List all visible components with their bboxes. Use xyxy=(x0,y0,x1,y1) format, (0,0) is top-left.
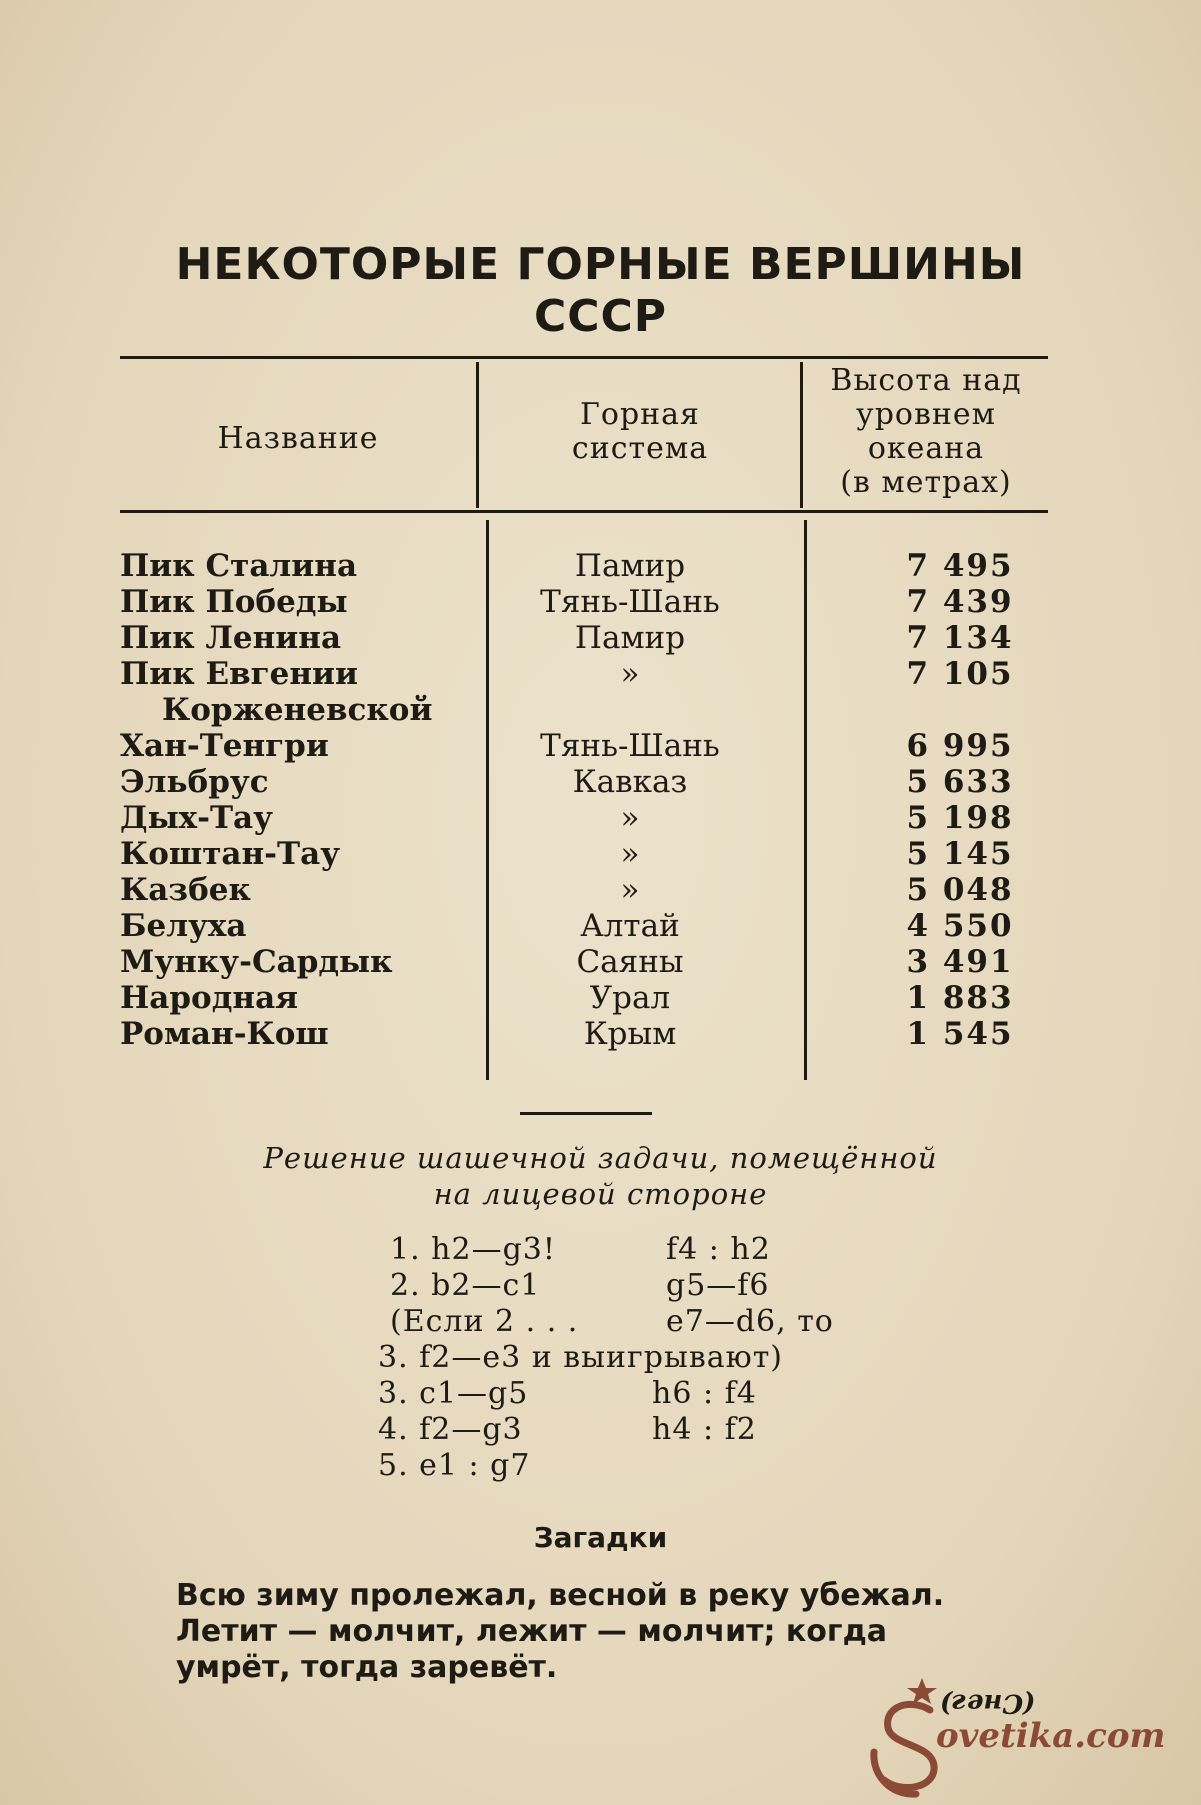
header-system xyxy=(480,398,800,466)
header-height-line-4: (в метрах) xyxy=(840,465,1012,500)
move-left: 3. c1—g5 xyxy=(378,1376,529,1411)
peak-height: 5 145 xyxy=(906,836,1014,872)
page-title-line-1: НЕКОТОРЫЕ ГОРНЫЕ ВЕРШИНЫ xyxy=(175,239,1026,290)
peak-height: 5 048 xyxy=(906,872,1014,908)
page-title-line-2: СССР xyxy=(533,291,668,342)
move-right: g5—f6 xyxy=(666,1268,770,1303)
mountain-system: Крым xyxy=(583,1016,677,1052)
peak-name: Хан-Тенгри xyxy=(120,728,329,764)
table-row xyxy=(120,764,1020,800)
mountain-system: » xyxy=(620,836,640,872)
move-right: e7—d6, то xyxy=(666,1304,834,1339)
peak-name: Пик Сталина xyxy=(120,548,358,584)
header-name-text: Название xyxy=(217,421,379,456)
table-row xyxy=(120,656,1020,692)
mountain-system: Памир xyxy=(574,548,686,584)
peak-name: Эльбрус xyxy=(120,764,269,800)
header-height-line-1: Высота над xyxy=(830,363,1022,398)
watermark-text: ovetika.com xyxy=(936,1716,1166,1756)
table-divider-1-header xyxy=(476,362,479,508)
peak-name: Пик Ленина xyxy=(120,620,342,656)
table-row xyxy=(120,584,1020,620)
move-right: h6 : f4 xyxy=(652,1376,757,1411)
peak-name: Пик Победы xyxy=(120,584,348,620)
table-row xyxy=(120,980,1020,1016)
header-name xyxy=(120,422,476,456)
mountain-system: Алтай xyxy=(580,908,680,944)
riddle-line-3: умрёт, тогда заревёт. xyxy=(176,1650,558,1685)
header-system-line-1: Горная xyxy=(580,397,700,432)
table-divider-2-header xyxy=(800,362,803,508)
mountain-system: Кавказ xyxy=(572,764,688,800)
table-row xyxy=(120,728,1020,764)
riddle-answer-inverted: (Снег) xyxy=(940,1688,1036,1718)
mountain-system: Памир xyxy=(574,620,686,656)
table-row xyxy=(120,800,1020,836)
table-row xyxy=(120,944,1020,980)
move-left: 2. b2—c1 xyxy=(390,1268,541,1303)
peak-name: Дых-Тау xyxy=(120,800,273,836)
peak-name: Коштан-Тау xyxy=(120,836,341,872)
mountain-system: Тянь-Шань xyxy=(540,728,720,764)
table-row xyxy=(120,692,1020,728)
move-left: (Если 2 . . . xyxy=(390,1304,579,1339)
move-left: 3. f2—e3 и выигрывают) xyxy=(378,1340,784,1375)
peak-name: Пик Евгении xyxy=(120,656,359,692)
table-row xyxy=(120,1016,1020,1052)
peak-name: Мунку-Сардык xyxy=(120,944,393,980)
riddle-line-1: Всю зиму пролежал, весной в реку убежал. xyxy=(176,1578,945,1613)
header-height-line-3: океана xyxy=(867,431,985,466)
peak-height: 6 995 xyxy=(906,728,1014,764)
peak-height: 5 633 xyxy=(906,764,1014,800)
move-right: h4 : f2 xyxy=(652,1412,757,1447)
mountain-system: » xyxy=(620,872,640,908)
peak-height: 4 550 xyxy=(906,908,1014,944)
table-row xyxy=(120,548,1020,584)
mountain-system: Урал xyxy=(589,980,671,1016)
peak-name: Белуха xyxy=(120,908,247,944)
mountain-system: Тянь-Шань xyxy=(540,584,720,620)
table-row xyxy=(120,836,1020,872)
peak-name: Роман-Кош xyxy=(120,1016,329,1052)
peak-height: 1 883 xyxy=(906,980,1014,1016)
table-top-rule xyxy=(120,356,1048,359)
header-height-line-2: уровнем xyxy=(856,397,996,432)
peak-height: 7 439 xyxy=(906,584,1014,620)
move-left: 5. e1 : g7 xyxy=(378,1448,531,1483)
mountain-system: Саяны xyxy=(576,944,684,980)
header-system-line-2: система xyxy=(571,431,709,466)
solution-heading-line-2: на лицевой стороне xyxy=(433,1177,768,1211)
peak-name-continued: Корженевской xyxy=(162,692,433,728)
peak-height: 7 134 xyxy=(906,620,1014,656)
riddles-title: Загадки xyxy=(533,1521,668,1554)
table-header-rule xyxy=(120,510,1048,513)
table-row xyxy=(120,620,1020,656)
move-left: 4. f2—g3 xyxy=(378,1412,523,1447)
peak-height: 5 198 xyxy=(906,800,1014,836)
solution-heading-line-1: Решение шашечной задачи, помещённой xyxy=(263,1141,938,1175)
move-right: f4 : h2 xyxy=(666,1232,771,1267)
section-divider xyxy=(520,1112,652,1115)
table-row xyxy=(120,872,1020,908)
mountain-system: » xyxy=(620,656,640,692)
move-left: 1. h2—g3! xyxy=(390,1232,556,1267)
peak-height: 7 105 xyxy=(906,656,1014,692)
table-row xyxy=(120,908,1020,944)
mountain-system: » xyxy=(620,800,640,836)
riddle-line-2: Летит — молчит, лежит — молчит; когда xyxy=(176,1614,888,1649)
peak-name: Народная xyxy=(120,980,299,1016)
peak-name: Казбек xyxy=(120,872,251,908)
peak-height: 7 495 xyxy=(906,548,1014,584)
peak-height: 3 491 xyxy=(906,944,1014,980)
peak-height: 1 545 xyxy=(906,1016,1014,1052)
header-height xyxy=(804,364,1048,500)
